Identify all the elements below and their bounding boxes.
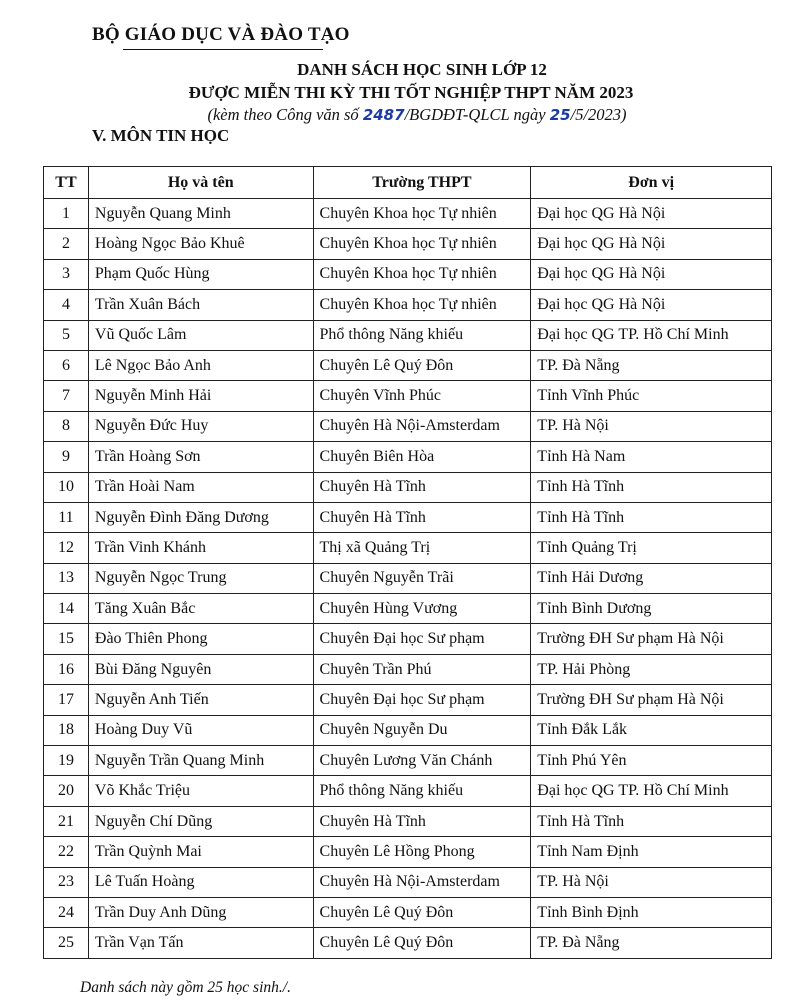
cell-school: Chuyên Lương Văn Chánh bbox=[313, 746, 531, 776]
cell-school: Chuyên Nguyễn Du bbox=[313, 715, 531, 745]
cell-school: Chuyên Hà Tĩnh bbox=[313, 806, 531, 836]
table-row bbox=[44, 411, 772, 441]
cell-school: Chuyên Hà Nội-Amsterdam bbox=[313, 867, 531, 897]
cell-tt: 2 bbox=[44, 229, 89, 259]
table-row bbox=[44, 533, 772, 563]
cell-unit: Tỉnh Bình Dương bbox=[531, 594, 772, 624]
cell-tt: 5 bbox=[44, 320, 89, 350]
subtitle-middle: /BGDĐT-QLCL ngày bbox=[404, 105, 546, 124]
cell-tt: 14 bbox=[44, 594, 89, 624]
cell-school: Chuyên Khoa học Tự nhiên bbox=[313, 199, 531, 229]
cell-school: Chuyên Đại học Sư phạm bbox=[313, 624, 531, 654]
cell-tt: 20 bbox=[44, 776, 89, 806]
cell-name: Trần Duy Anh Dũng bbox=[88, 897, 313, 927]
cell-school: Thị xã Quảng Trị bbox=[313, 533, 531, 563]
cell-name: Lê Tuấn Hoàng bbox=[88, 867, 313, 897]
cell-unit: Tỉnh Phú Yên bbox=[531, 746, 772, 776]
subtitle-prefix: (kèm theo Công văn số bbox=[207, 105, 359, 124]
cell-name: Nguyễn Minh Hải bbox=[88, 381, 313, 411]
cell-name: Nguyễn Chí Dũng bbox=[88, 806, 313, 836]
table-row bbox=[44, 837, 772, 867]
cell-school: Chuyên Hà Tĩnh bbox=[313, 502, 531, 532]
document-title-line2: ĐƯỢC MIỄN THI KỲ THI TỐT NGHIỆP THPT NĂM 2023 bbox=[188, 83, 634, 102]
cell-unit: Tỉnh Nam Định bbox=[531, 837, 772, 867]
cell-name: Tăng Xuân Bắc bbox=[88, 594, 313, 624]
table-row bbox=[44, 229, 772, 259]
cell-unit: Trường ĐH Sư phạm Hà Nội bbox=[531, 624, 772, 654]
cell-unit: Đại học QG Hà Nội bbox=[531, 199, 772, 229]
cell-tt: 1 bbox=[44, 199, 89, 229]
cell-name: Võ Khắc Triệu bbox=[88, 776, 313, 806]
table-row bbox=[44, 290, 772, 320]
table-row bbox=[44, 746, 772, 776]
cell-school: Chuyên Khoa học Tự nhiên bbox=[313, 259, 531, 289]
cell-name: Nguyễn Ngọc Trung bbox=[88, 563, 313, 593]
table-row bbox=[44, 685, 772, 715]
cell-unit: TP. Đà Nẵng bbox=[531, 350, 772, 380]
cell-tt: 15 bbox=[44, 624, 89, 654]
cell-unit: TP. Đà Nẵng bbox=[531, 928, 772, 958]
cell-name: Đào Thiên Phong bbox=[88, 624, 313, 654]
cell-tt: 3 bbox=[44, 259, 89, 289]
cell-name: Nguyễn Anh Tiến bbox=[88, 685, 313, 715]
cell-name: Trần Hoài Nam bbox=[88, 472, 313, 502]
student-table bbox=[43, 166, 772, 959]
cell-tt: 21 bbox=[44, 806, 89, 836]
table-row bbox=[44, 806, 772, 836]
table-row bbox=[44, 381, 772, 411]
cell-tt: 16 bbox=[44, 654, 89, 684]
cell-tt: 22 bbox=[44, 837, 89, 867]
cell-unit: Tỉnh Quảng Trị bbox=[531, 533, 772, 563]
cell-tt: 7 bbox=[44, 381, 89, 411]
cell-tt: 12 bbox=[44, 533, 89, 563]
cell-school: Chuyên Lê Quý Đôn bbox=[313, 897, 531, 927]
cell-school: Chuyên Hà Nội-Amsterdam bbox=[313, 411, 531, 441]
cell-tt: 9 bbox=[44, 442, 89, 472]
ministry-name: BỘ GIÁO DỤC VÀ ĐÀO TẠO bbox=[92, 24, 350, 45]
cell-name: Trần Quỳnh Mai bbox=[88, 837, 313, 867]
table-row bbox=[44, 563, 772, 593]
cell-unit: Tỉnh Hải Dương bbox=[531, 563, 772, 593]
column-header-tt: TT bbox=[44, 167, 89, 199]
cell-unit: Đại học QG Hà Nội bbox=[531, 290, 772, 320]
cell-tt: 25 bbox=[44, 928, 89, 958]
table-row bbox=[44, 867, 772, 897]
cell-name: Trần Vinh Khánh bbox=[88, 533, 313, 563]
cell-tt: 24 bbox=[44, 897, 89, 927]
cell-name: Phạm Quốc Hùng bbox=[88, 259, 313, 289]
cell-unit: Đại học QG Hà Nội bbox=[531, 259, 772, 289]
cell-school: Chuyên Lê Quý Đôn bbox=[313, 350, 531, 380]
table-row bbox=[44, 776, 772, 806]
table-row bbox=[44, 715, 772, 745]
column-header-school: Trường THPT bbox=[313, 167, 531, 199]
cell-school: Chuyên Khoa học Tự nhiên bbox=[313, 290, 531, 320]
cell-name: Nguyễn Quang Minh bbox=[88, 199, 313, 229]
cell-unit: Tỉnh Hà Nam bbox=[531, 442, 772, 472]
cell-school: Chuyên Hà Tĩnh bbox=[313, 472, 531, 502]
column-header-name: Họ và tên bbox=[88, 167, 313, 199]
cell-unit: Tỉnh Hà Tĩnh bbox=[531, 472, 772, 502]
table-row bbox=[44, 897, 772, 927]
table-row bbox=[44, 502, 772, 532]
cell-name: Hoàng Duy Vũ bbox=[88, 715, 313, 745]
cell-unit: TP. Hà Nội bbox=[531, 411, 772, 441]
cell-tt: 23 bbox=[44, 867, 89, 897]
cell-name: Nguyễn Đức Huy bbox=[88, 411, 313, 441]
cell-name: Trần Xuân Bách bbox=[88, 290, 313, 320]
document-subtitle bbox=[0, 105, 804, 125]
cell-school: Chuyên Vĩnh Phúc bbox=[313, 381, 531, 411]
cell-tt: 18 bbox=[44, 715, 89, 745]
cell-name: Lê Ngọc Bảo Anh bbox=[88, 350, 313, 380]
ministry-underline bbox=[123, 49, 323, 50]
table-row bbox=[44, 442, 772, 472]
subtitle-suffix: /5/2023) bbox=[570, 105, 627, 124]
cell-school: Chuyên Lê Quý Đôn bbox=[313, 928, 531, 958]
table-row bbox=[44, 654, 772, 684]
cell-school: Chuyên Biên Hòa bbox=[313, 442, 531, 472]
cell-school: Chuyên Lê Hồng Phong bbox=[313, 837, 531, 867]
cell-school: Chuyên Khoa học Tự nhiên bbox=[313, 229, 531, 259]
cell-unit: Tỉnh Hà Tĩnh bbox=[531, 806, 772, 836]
cell-school: Phổ thông Năng khiếu bbox=[313, 320, 531, 350]
table-header-row bbox=[44, 167, 772, 199]
cell-school: Phổ thông Năng khiếu bbox=[313, 776, 531, 806]
cell-tt: 4 bbox=[44, 290, 89, 320]
section-heading: V. MÔN TIN HỌC bbox=[92, 126, 230, 145]
table-row bbox=[44, 624, 772, 654]
handwritten-document-number: 2487 bbox=[362, 106, 405, 124]
cell-school: Chuyên Trần Phú bbox=[313, 654, 531, 684]
table-row bbox=[44, 259, 772, 289]
cell-school: Chuyên Đại học Sư phạm bbox=[313, 685, 531, 715]
cell-unit: TP. Hải Phòng bbox=[531, 654, 772, 684]
cell-unit: Tỉnh Vĩnh Phúc bbox=[531, 381, 772, 411]
cell-unit: Tỉnh Đắk Lắk bbox=[531, 715, 772, 745]
cell-tt: 11 bbox=[44, 502, 89, 532]
cell-unit: TP. Hà Nội bbox=[531, 867, 772, 897]
cell-tt: 6 bbox=[44, 350, 89, 380]
table-row bbox=[44, 928, 772, 958]
footer-note: Danh sách này gồm 25 học sinh./. bbox=[80, 979, 291, 996]
table-row bbox=[44, 350, 772, 380]
cell-tt: 8 bbox=[44, 411, 89, 441]
cell-unit: Đại học QG TP. Hồ Chí Minh bbox=[531, 776, 772, 806]
document-title-line1: DANH SÁCH HỌC SINH LỚP 12 bbox=[297, 60, 547, 79]
cell-tt: 13 bbox=[44, 563, 89, 593]
cell-name: Vũ Quốc Lâm bbox=[88, 320, 313, 350]
cell-school: Chuyên Nguyễn Trãi bbox=[313, 563, 531, 593]
table-row bbox=[44, 472, 772, 502]
cell-unit: Tỉnh Bình Định bbox=[531, 897, 772, 927]
table-row bbox=[44, 199, 772, 229]
table-row bbox=[44, 320, 772, 350]
cell-tt: 17 bbox=[44, 685, 89, 715]
cell-name: Bùi Đăng Nguyên bbox=[88, 654, 313, 684]
column-header-unit: Đơn vị bbox=[531, 167, 772, 199]
cell-unit: Tỉnh Hà Tĩnh bbox=[531, 502, 772, 532]
cell-unit: Đại học QG Hà Nội bbox=[531, 229, 772, 259]
cell-name: Trần Vạn Tấn bbox=[88, 928, 313, 958]
cell-tt: 10 bbox=[44, 472, 89, 502]
cell-tt: 19 bbox=[44, 746, 89, 776]
cell-name: Hoàng Ngọc Bảo Khuê bbox=[88, 229, 313, 259]
cell-unit: Đại học QG TP. Hồ Chí Minh bbox=[531, 320, 772, 350]
cell-name: Nguyễn Đình Đăng Dương bbox=[88, 502, 313, 532]
cell-name: Trần Hoàng Sơn bbox=[88, 442, 313, 472]
cell-unit: Trường ĐH Sư phạm Hà Nội bbox=[531, 685, 772, 715]
cell-school: Chuyên Hùng Vương bbox=[313, 594, 531, 624]
table-row bbox=[44, 594, 772, 624]
cell-name: Nguyễn Trần Quang Minh bbox=[88, 746, 313, 776]
handwritten-day: 25 bbox=[549, 106, 571, 124]
